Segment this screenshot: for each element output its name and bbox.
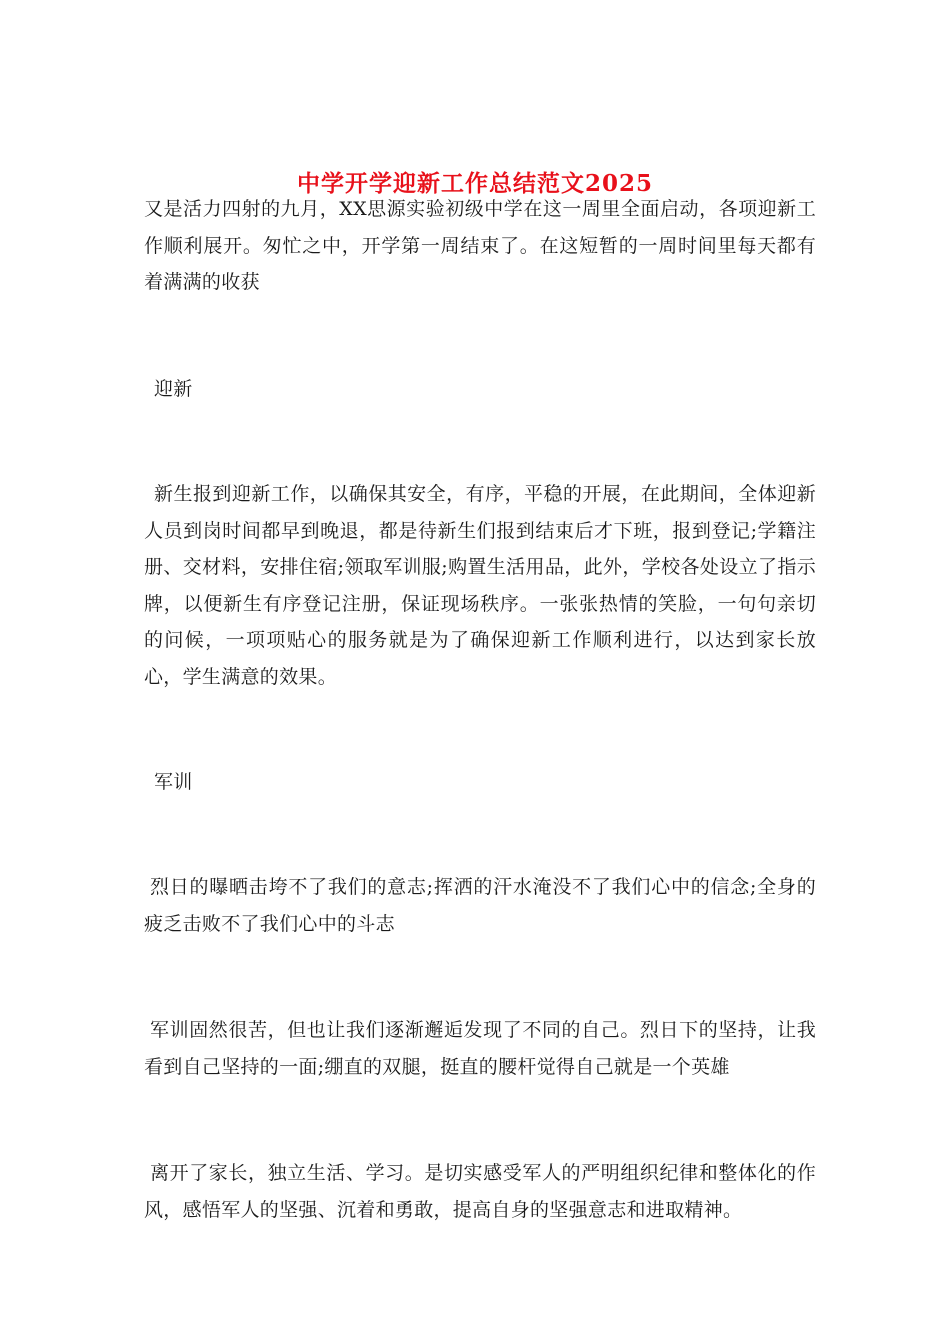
document-title: 中学开学迎新工作总结范文2025 [296, 170, 653, 198]
section-heading-junxun: 军训 [154, 771, 193, 793]
section-paragraph: 军训固然很苦，但也让我们逐渐邂逅发现了不同的自己。烈日下的坚持，让我看到自己坚持的一面;绷直的双腿，挺直的腰杆觉得自己就是一个英雄 [144, 1019, 816, 1078]
section-heading-yingxin: 迎新 [154, 378, 193, 400]
intro-paragraph: 又是活力四射的九月，XX思源实验初级中学在这一周里全面启动，各项迎新工作顺利展开。匆忙之中，开学第一周结束了。在这短暂的一周时间里每天都有着满满的收获 [144, 198, 816, 293]
section-paragraph: 烈日的曝晒击垮不了我们的意志;挥洒的汗水淹没不了我们心中的信念;全身的疲乏击败不了我们心中的斗志 [144, 876, 816, 935]
section-paragraph: 新生报到迎新工作，以确保其安全，有序，平稳的开展，在此期间，全体迎新人员到岗时间都早到晚退，都是待新生们报到结束后才下班，报到登记;学籍注册、交材料，安排住宿;领取军训服;购置生活用品，此外，学校各处设立了指示牌，以便新生有序登记注册，保证现场秩序。一张张热情的笑脸，一句句亲切的问候，一项项贴心的服务就是为了确保迎新工作顺利进行，以达到家长放心，学生满意的效果。 [144, 483, 816, 688]
section-paragraph: 离开了家长，独立生活、学习。是切实感受军人的严明组织纪律和整体化的作风，感悟军人的坚强、沉着和勇敢，提高自身的坚强意志和进取精神。 [144, 1162, 816, 1221]
